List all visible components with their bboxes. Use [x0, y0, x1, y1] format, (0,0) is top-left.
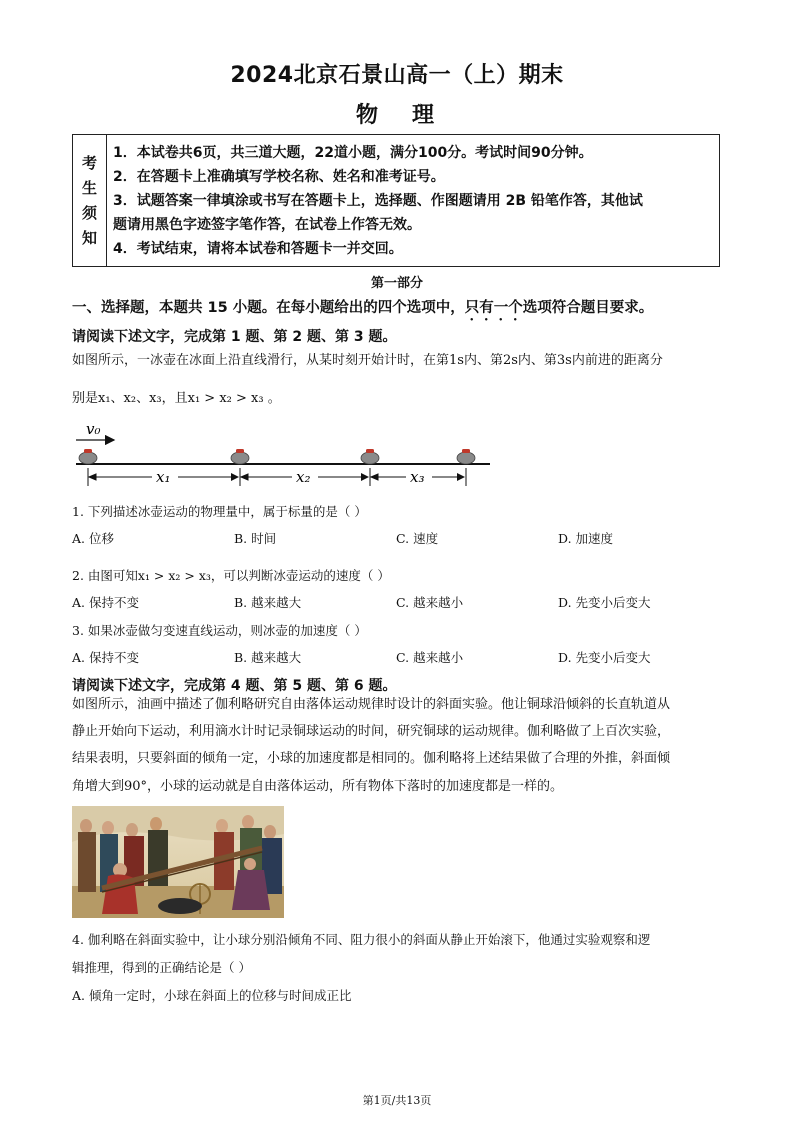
notice-label-char: 须	[81, 203, 97, 222]
question-2-stem: 2. 由图可知x₁ > x₂ > x₃，可以判断冰壶运动的速度（ ）	[72, 568, 390, 583]
reading2-line: 结果表明，只要斜面的倾角一定，小球的加速度都是相同的。伽利略将上述结果做了合理的外推，斜面倾	[72, 751, 671, 766]
question-1-stem: 1. 下列描述冰壶运动的物理量中，属于标量的是（ ）	[72, 504, 367, 519]
question-3-option-d: D. 先变小后变大	[558, 650, 651, 665]
segment-label-x3: x₃	[410, 468, 425, 486]
notice-item: 4．考试结束，请将本试卷和答题卡一并交回。	[113, 241, 403, 257]
question-1-option-d: D. 加速度	[558, 531, 614, 546]
section-heading-emphasis: 只有一个	[464, 300, 523, 316]
question-4-stem-line1: 4. 伽利略在斜面实验中，让小球分别沿倾角不同、阻力很小的斜面从静止开始滚下，他通过实验观察和逻	[72, 932, 651, 947]
notice-label-char: 考	[81, 153, 97, 172]
notice-box	[72, 134, 720, 267]
notice-label-char: 知	[81, 228, 97, 247]
segment-label-x1: x₁	[156, 468, 171, 486]
velocity-label: v₀	[86, 420, 101, 438]
part-heading: 第一部分	[370, 276, 423, 291]
reading1-line1: 如图所示，一冰壶在冰面上沿直线滑行，从某时刻开始计时，在第1s内、第2s内、第3s内前进的距离分	[72, 353, 663, 368]
notice-item: 1．本试卷共6页，共三道大题，22道小题，满分100分。考试时间90分钟。	[113, 145, 593, 161]
notice-label	[73, 135, 107, 266]
reading1-line2: 别是x₁、x₂、x₃，且x₁ > x₂ > x₃ 。	[72, 391, 281, 406]
question-2-option-a: A. 保持不变	[72, 595, 139, 610]
question-4-stem-line2: 辑推理，得到的正确结论是（ ）	[72, 960, 251, 975]
curling-stone-icon	[231, 449, 249, 464]
reading2-instruction: 请阅读下述文字，完成第 4 题、第 5 题、第 6 题。	[72, 678, 397, 694]
curling-diagram	[72, 418, 492, 490]
galileo-painting-image	[72, 806, 284, 918]
section-heading	[72, 296, 653, 324]
question-2-option-c: C. 越来越小	[396, 595, 464, 610]
section-heading-pre: 一、选择题，本题共 15 小题。在每小题给出的四个选项中，	[72, 300, 465, 316]
notice-item: 题请用黑色字迹签字笔作答，在试卷上作答无效。	[113, 217, 421, 233]
subject-title: 物理	[355, 103, 468, 128]
page-footer: 第1页/共13页	[362, 1094, 432, 1107]
notice-item: 3．试题答案一律填涂或书写在答题卡上，选择题、作图题请用 2B 铅笔作答，其他试	[113, 193, 643, 209]
question-1-option-a: A. 位移	[72, 531, 114, 546]
curling-stone-icon	[361, 449, 379, 464]
segment-label-x2: x₂	[296, 468, 311, 486]
reading2-line: 如图所示，油画中描述了伽利略研究自由落体运动规律时设计的斜面实验。他让铜球沿倾斜的长直轨道从	[72, 697, 671, 712]
notice-label-char: 生	[81, 178, 97, 197]
question-3-option-b: B. 越来越大	[234, 650, 302, 665]
question-4-option-a: A. 倾角一定时，小球在斜面上的位移与时间成正比	[72, 988, 352, 1003]
question-1-option-c: C. 速度	[396, 531, 439, 546]
question-3-option-c: C. 越来越小	[396, 650, 464, 665]
curling-stone-icon	[457, 449, 475, 464]
curling-stone-icon	[79, 449, 97, 464]
question-2-option-d: D. 先变小后变大	[558, 595, 651, 610]
notice-items	[113, 141, 713, 261]
reading2-line: 角增大到90°，小球的运动就是自由落体运动，所有物体下落时的加速度都是一样的。	[72, 779, 564, 794]
section-heading-post: 选项符合题目要求。	[522, 300, 654, 316]
notice-item: 2．在答题卡上准确填写学校名称、姓名和准考证号。	[113, 169, 445, 185]
reading1-instruction: 请阅读下述文字，完成第 1 题、第 2 题、第 3 题。	[72, 329, 397, 345]
exam-title: 2024北京石景山高一（上）期末	[230, 63, 564, 88]
question-1-option-b: B. 时间	[234, 531, 277, 546]
question-2-option-b: B. 越来越大	[234, 595, 302, 610]
question-3-stem: 3. 如果冰壶做匀变速直线运动，则冰壶的加速度（ ）	[72, 623, 367, 638]
reading2-line: 静止开始向下运动，利用滴水计时记录铜球运动的时间，研究铜球的运动规律。伽利略做了上百次实验，	[72, 724, 671, 739]
question-3-option-a: A. 保持不变	[72, 650, 139, 665]
